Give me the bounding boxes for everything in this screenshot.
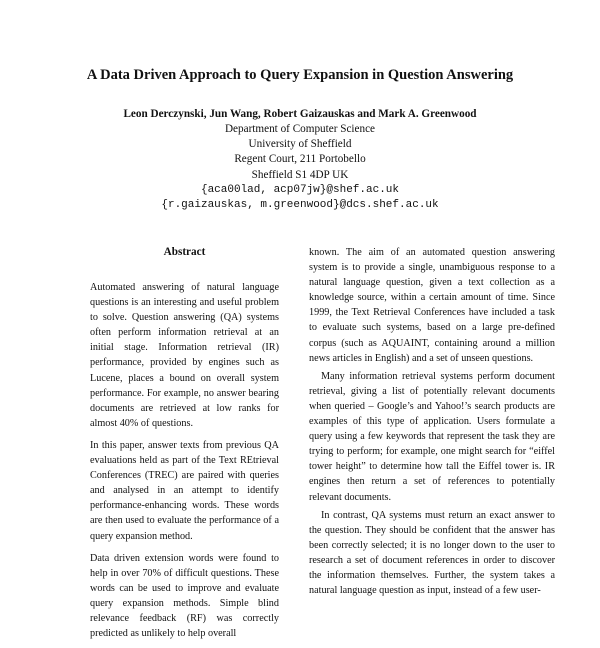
affiliation-city: Sheffield S1 4DP UK xyxy=(251,168,349,181)
abstract-paragraph-2: In this paper, answer texts from previous QA evaluations held as part of the Text REtrieval Conferences (TREC) are paired with queries and analysed in an attempt to identify performance-enhancing words. These words are then used to evaluate the performance of a query expansion method. xyxy=(90,439,279,542)
body-paragraph-1: known. The aim of an automated question answering system is to provide a single, unambiguous response to a natural language question, given a text collection as a knowledge source, within a certain amount of time. Since 1999, the Text Retrieval Conferences have included a task to evaluate such systems, based on a large pre-defined corpus (such as AQUAINT, containing around a million news articles in English) and a set of unseen questions. xyxy=(309,247,555,364)
paper-title: A Data Driven Approach to Query Expansion in Question Answering xyxy=(86,67,514,83)
affiliation-block xyxy=(40,122,560,213)
abstract-column xyxy=(90,245,279,648)
abstract-paragraph-3: Data driven extension words were found to help in over 70% of difficult questions. These words can be used to improve and evaluate query expansion methods. Simple blind relevance feedback (RF) was correctly predicted as unlikely to help overall xyxy=(90,552,279,640)
affiliation-department: Department of Computer Science xyxy=(224,123,376,135)
email-line-1: {aca00lad, acp07jw}@shef.ac.uk xyxy=(200,183,400,196)
affiliation-street: Regent Court, 211 Portobello xyxy=(234,153,366,166)
abstract-heading: Abstract xyxy=(163,246,206,258)
body-paragraph-3: In contrast, QA systems must return an exact answer to the question. They should be confident that the answer has been correctly selected; it is no longer down to the user to research a set of document references in order to discover the information themselves. Further, the system takes a natural language question as input, instead of a few user- xyxy=(309,509,555,597)
body-paragraph-2: Many information retrieval systems perform document retrieval, giving a list of potentially relevant documents when queried – Google’s and Yahoo!’s search products are examples of this type of application. Users formulate a query using a few keywords that represent the task they are trying to perform; for example, one might search for “eiffel tower height” to determine how tall the Eiffel tower is. IR engines then return a set of references to potentially relevant documents. xyxy=(309,370,555,503)
affiliation-university: University of Sheffield xyxy=(248,138,352,151)
author-list: Leon Derczynski, Jun Wang, Robert Gaizauskas and Mark A. Greenwood xyxy=(123,108,477,120)
body-column xyxy=(309,245,555,601)
email-line-2: {r.gaizauskas, m.greenwood}@dcs.shef.ac.uk xyxy=(161,199,439,212)
abstract-paragraph-1: Automated answering of natural language questions is an interesting and useful problem to solve. Question answering (QA) systems often perform information retrieval at an initial stage. Information retrieval (IR) performance, provided by engines such as Lucene, places a bound on overall system performance. For example, no answer bearing documents are retrieved at low ranks for almost 40% of questions. xyxy=(90,282,279,429)
